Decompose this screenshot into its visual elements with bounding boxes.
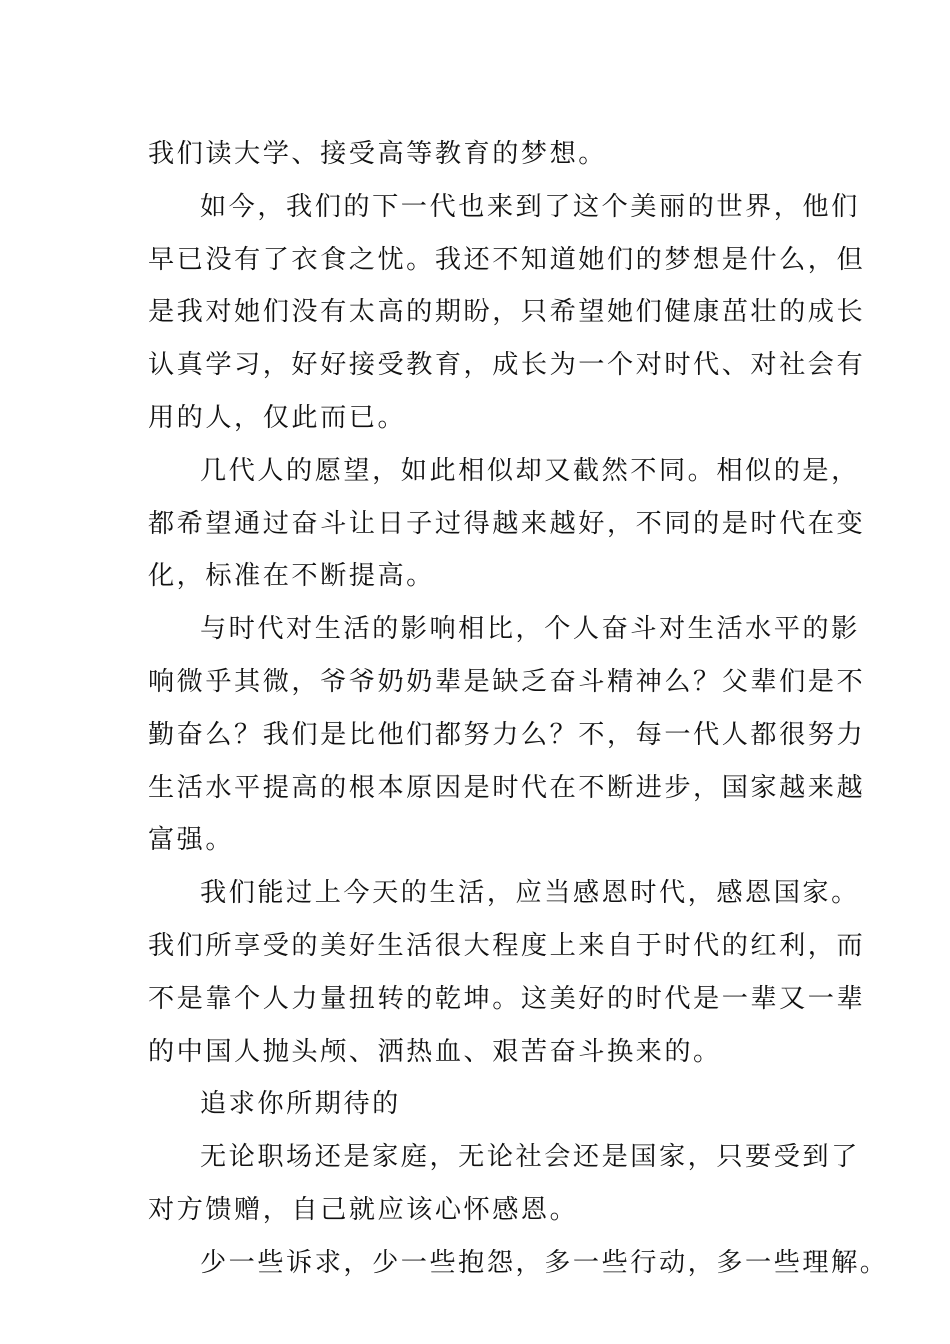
text-line: 我们所享受的美好生活很大程度上来自于时代的红利，而	[148, 930, 866, 961]
text-line: 早已没有了衣食之忧。我还不知道她们的梦想是什么，但	[148, 244, 866, 275]
text-line: 是我对她们没有太高的期盼，只希望她们健康茁壮的成长	[148, 297, 866, 328]
paragraph-first-line: 与时代对生活的影响相比，个人奋斗对生活水平的影	[200, 614, 860, 645]
text-line: 勤奋么？我们是比他们都努力么？不，每一代人都很努力	[148, 719, 866, 750]
text-line: 认真学习，好好接受教育，成长为一个对时代、对社会有	[148, 350, 866, 381]
text-line: 对方馈赠，自己就应该心怀感恩。	[148, 1194, 579, 1225]
paragraph-first-line: 如今，我们的下一代也来到了这个美丽的世界，他们	[200, 191, 860, 222]
paragraph-first-line: 少一些诉求，少一些抱怨，多一些行动，多一些理解。	[200, 1247, 889, 1278]
text-line: 用的人，仅此而已。	[148, 402, 407, 433]
text-line: 响微乎其微，爷爷奶奶辈是缺乏奋斗精神么？父辈们是不	[148, 666, 866, 697]
text-line: 生活水平提高的根本原因是时代在不断进步，国家越来越	[148, 772, 866, 803]
paragraph-first-line: 无论职场还是家庭，无论社会还是国家，只要受到了	[200, 1142, 860, 1173]
text-line: 我们读大学、接受高等教育的梦想。	[148, 139, 607, 169]
paragraph-first-line: 我们能过上今天的生活，应当感恩时代，感恩国家。	[200, 878, 860, 909]
paragraph-first-line: 几代人的愿望，如此相似却又截然不同。相似的是，	[200, 455, 860, 486]
body-text	[148, 128, 889, 1290]
text-line: 富强。	[148, 825, 235, 856]
text-line: 化，标准在不断提高。	[148, 561, 435, 592]
section-heading: 追求你所期待的	[200, 1089, 401, 1120]
text-line: 都希望通过奋斗让日子过得越来越好，不同的是时代在变	[148, 508, 866, 539]
text-line: 不是靠个人力量扭转的乾坤。这美好的时代是一辈又一辈	[148, 983, 866, 1014]
text-line: 的中国人抛头颅、洒热血、艰苦奋斗换来的。	[148, 1036, 722, 1067]
